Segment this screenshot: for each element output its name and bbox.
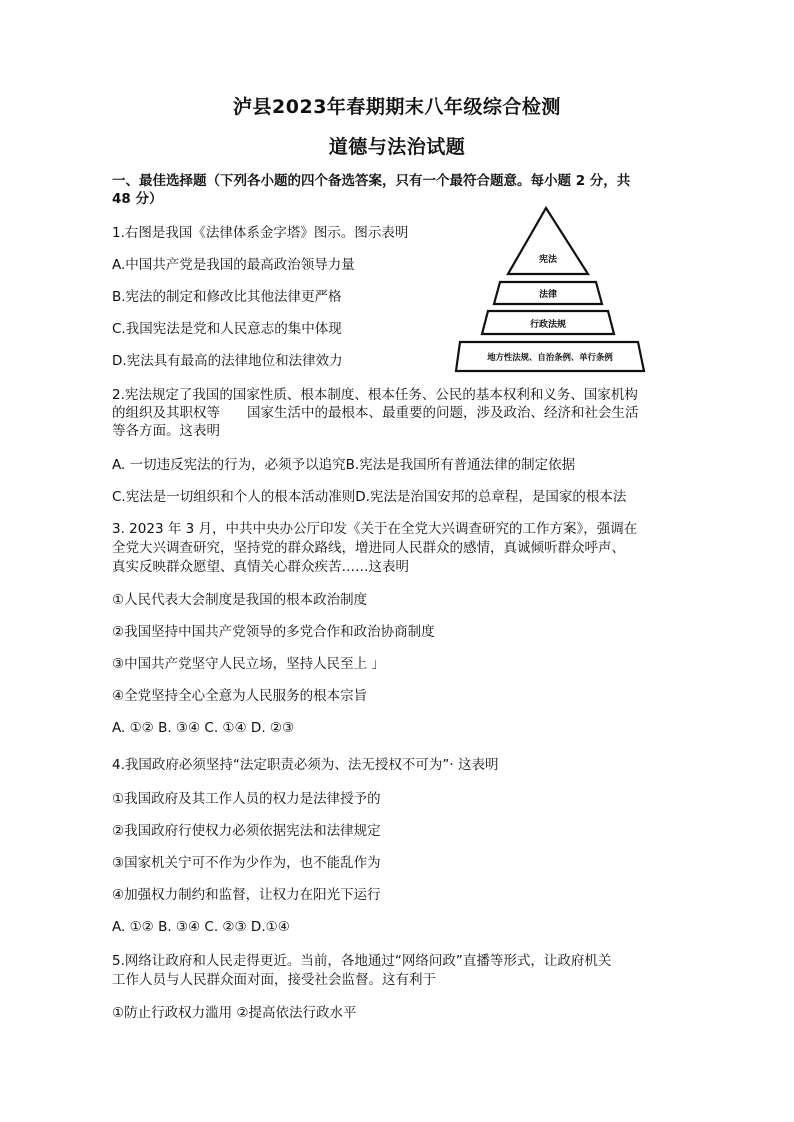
q5-stem-line1: 5.网络让政府和人民走得更近。当前，各地通过“网络问政”直播等形式，让政府机关 — [112, 953, 612, 969]
q2-stem-line1: 2.宪法规定了我国的国家性质、根本制度、根本任务、公民的基本权利和义务、国家机构 — [112, 387, 638, 403]
pyramid-label-law: 法律 — [538, 290, 558, 300]
q2-options-line1: A. 一切违反宪法的行为，必须予以追究B.宪法是我国所有普通法律的制定依据 — [112, 457, 576, 473]
q4-item-4: ④加强权力制约和监督，让权力在阳光下运行 — [112, 887, 381, 903]
q4-stem: 4.我国政府必须坚持“法定职责必须为、法无授权不可为”· 这表明 — [112, 757, 499, 773]
q4-item-3: ③国家机关宁可不作为少作为，也不能乱作为 — [112, 855, 381, 871]
exam-subject-title: 道德与法治试题 — [328, 136, 466, 158]
law-pyramid-figure — [450, 200, 650, 380]
q3-answer-choices: A. ①② B. ③④ C. ①④ D. ②③ — [112, 720, 295, 736]
q1-option-d: D.宪法具有最高的法律地位和法律效力 — [112, 353, 343, 369]
pyramid-label-constitution: 宪法 — [538, 255, 558, 265]
pyramid-label-local-regulations: 地方性法规、自治条例、单行条例 — [487, 352, 613, 362]
q1-stem: 1.右图是我国《法律体系金字塔》图示。图示表明 — [112, 225, 409, 241]
exam-title: 泸县2023年春期期末八年级综合检测 — [233, 96, 561, 118]
section-heading-line1: 一、最佳选择题（下列各小题的四个备选答案，只有一个最符合题意。每小题 2 分，共 — [112, 173, 631, 189]
q3-stem-line2: 全党大兴调查研究，坚持党的群众路线，增进同人民群众的感情，真诚倾听群众呼声、 — [112, 540, 625, 556]
q2-stem-line3: 等各方面。这表明 — [112, 423, 220, 439]
q1-option-a: A.中国共产党是我国的最高政治领导力量 — [112, 257, 355, 273]
q5-stem-line2: 工作人员与人民群众面对面，接受社会监督。这有利于 — [112, 972, 436, 988]
section-heading-line2: 48 分） — [112, 191, 163, 207]
q4-item-1: ①我国政府及其工作人员的权力是法律授予的 — [112, 791, 381, 807]
pyramid-label-admin-regulations: 行政法规 — [529, 320, 567, 330]
q4-answer-choices: A. ①② B. ③④ C. ②③ D.①④ — [112, 919, 290, 935]
q3-item-3: ③中国共产党坚守人民立场，坚持人民至上 」 — [112, 656, 385, 672]
q1-option-b: B.宪法的制定和修改比其他法律更严格 — [112, 289, 342, 305]
q1-option-c: C.我国宪法是党和人民意志的集中体现 — [112, 321, 342, 337]
q3-item-4: ④全党坚持全心全意为人民服务的根本宗旨 — [112, 688, 368, 704]
q2-options-line2: C.宪法是一切组织和个人的根本活动准则D.宪法是治国安邦的总章程，是国家的根本法 — [112, 489, 627, 505]
q3-stem-line3: 真实反映群众愿望、真情关心群众疾苦……这表明 — [112, 559, 409, 575]
q5-items-line1: ①防止行政权力滥用 ②提高依法行政水平 — [112, 1005, 357, 1021]
q4-item-2: ②我国政府行使权力必须依据宪法和法律规定 — [112, 823, 381, 839]
q3-item-1: ①人民代表大会制度是我国的根本政治制度 — [112, 592, 368, 608]
q3-item-2: ②我国坚持中国共产党领导的多党合作和政治协商制度 — [112, 624, 435, 640]
q3-stem-line1: 3. 2023 年 3 月，中共中央办公厅印发《关于在全党大兴调查研究的工作方案》，强调在 — [112, 521, 638, 537]
q2-stem-line2: 的组织及其职权等 国家生活中的最根本、最重要的问题，涉及政治、经济和社会生活 — [112, 405, 639, 421]
